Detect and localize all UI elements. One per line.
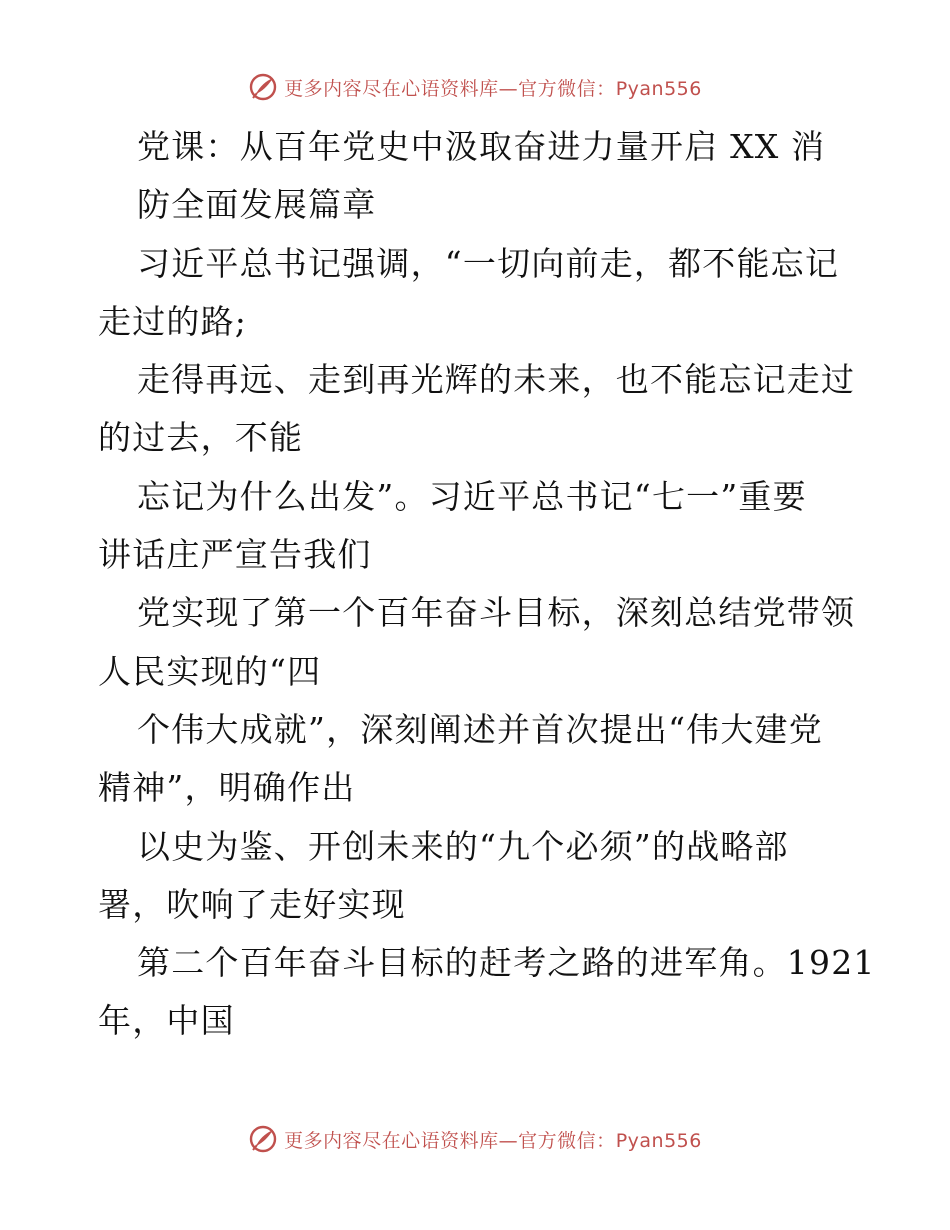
watermark-label: 官方微信： [518,1129,616,1152]
watermark-dash: — [498,1129,519,1152]
text-line: 防全面发展篇章 [137,185,377,225]
text-line: 习近平总书记强调，“一切向前走，都不能忘记 [137,243,840,283]
watermark-site: 更多内容尽在心语资料库 [284,77,499,100]
text-line: 党实现了第一个百年奋斗目标，深刻总结党带领 [137,593,856,633]
text-line: 年，中国 [98,1001,235,1041]
watermark-text [284,74,702,101]
text-line: 走得再远、走到再光辉的未来，也不能忘记走过 [137,360,856,400]
feather-logo-icon [248,72,278,102]
feather-logo-icon [248,1124,278,1154]
text-line: 忘记为什么出发”。习近平总书记“七一”重要 [137,476,807,516]
text-line: 走过的路; [98,301,248,341]
text-line: 署，吹响了走好实现 [98,884,406,924]
watermark-site: 更多内容尽在心语资料库 [284,1129,499,1152]
text-line: 讲话庄严宣告我们 [98,535,372,575]
document-body [98,118,876,1051]
watermark-label: 官方微信： [518,77,616,100]
watermark-account: Pyan556 [615,1129,702,1152]
text-line: 以史为鉴、开创未来的“九个必须”的战略部 [137,826,789,866]
text-line: 党课：从百年党史中汲取奋进力量开启 XX 消 [137,127,826,166]
text-line: 人民实现的“四 [98,651,322,691]
watermark-account: Pyan556 [615,77,702,100]
text-line: 个伟大成就”，深刻阐述并首次提出“伟大建党 [137,709,823,749]
text-line: 的过去，不能 [98,418,304,458]
footer-watermark [0,1124,950,1154]
text-line: 精神”，明确作出 [98,768,356,808]
text-line: 第二个百年奋斗目标的赶考之路的进军角。1921 [137,943,876,983]
watermark-text [284,1126,702,1153]
watermark-dash: — [498,77,519,100]
header-watermark [0,72,950,102]
